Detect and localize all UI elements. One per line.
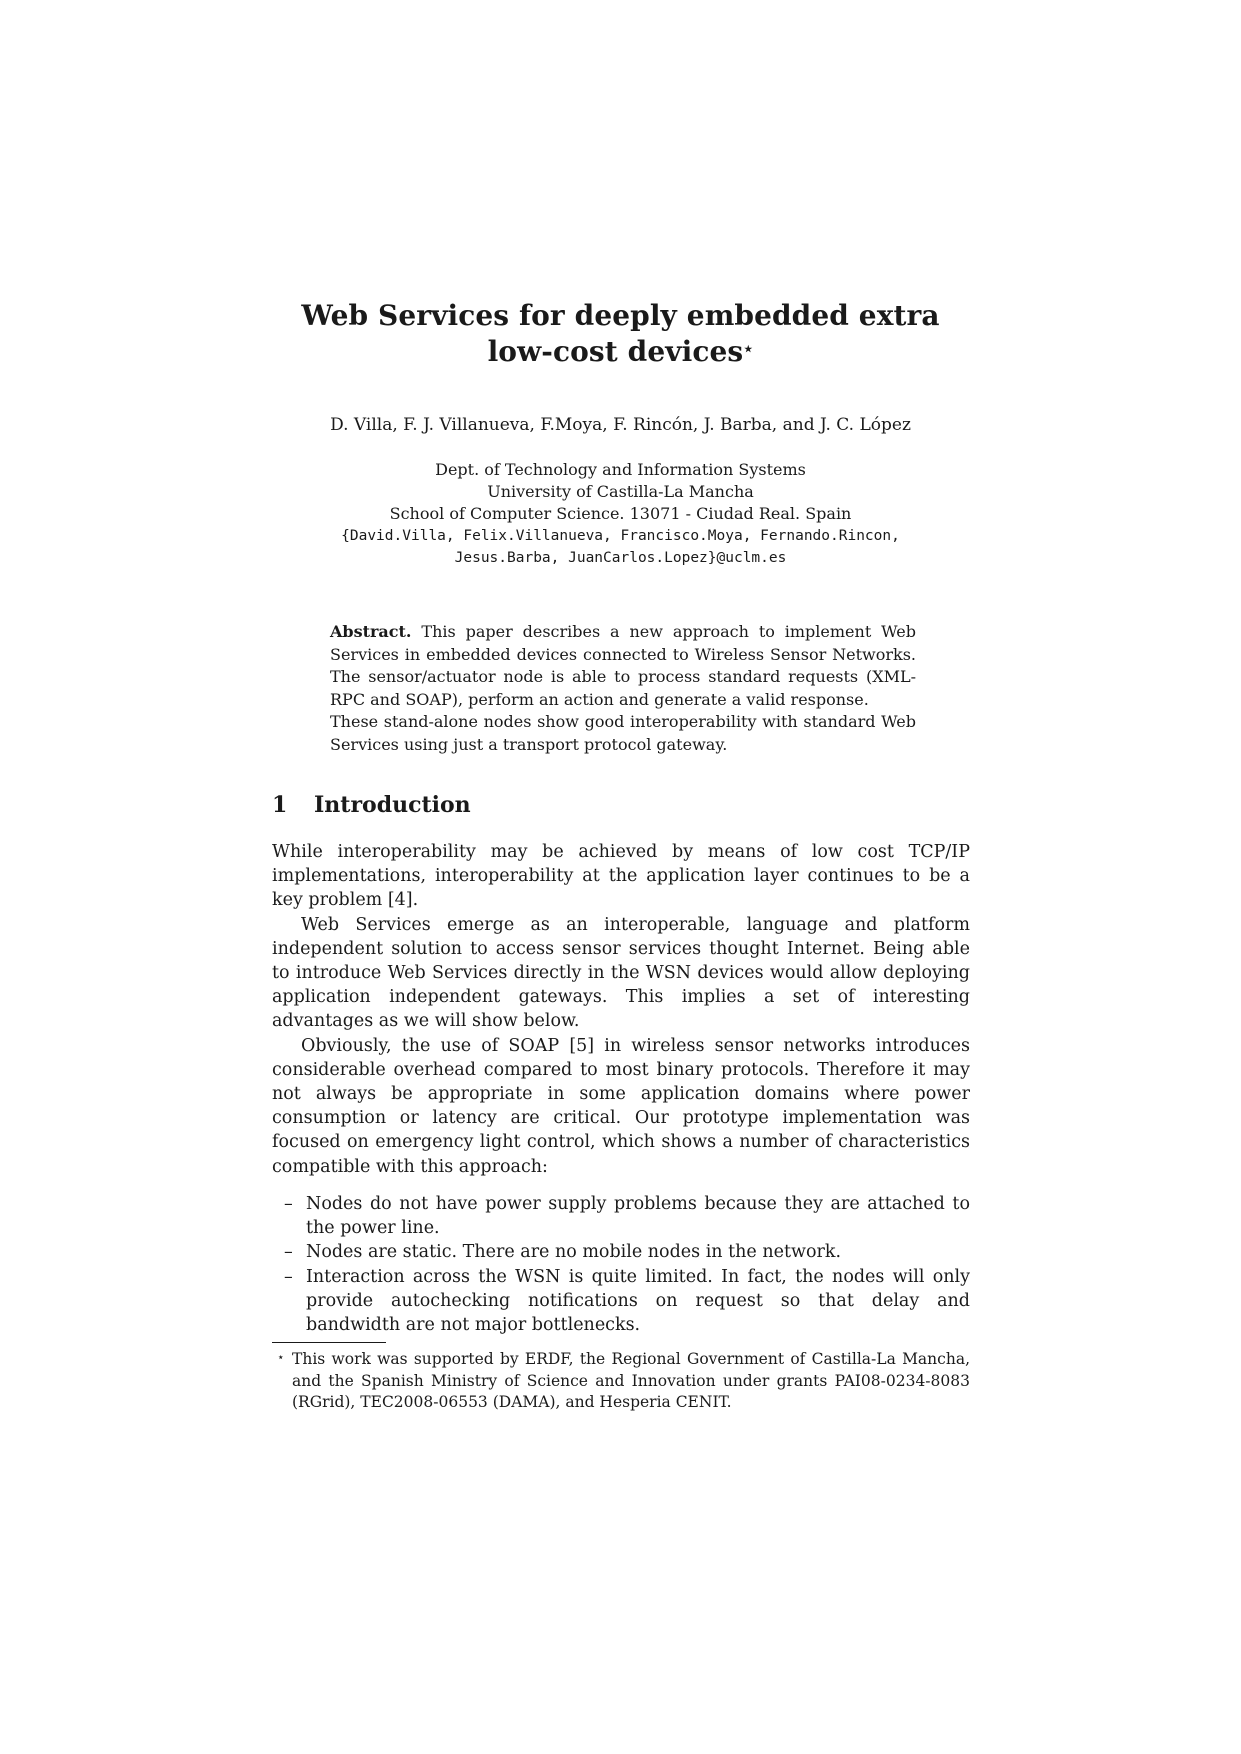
list-dash: – xyxy=(284,1194,293,1214)
paper-title xyxy=(0,298,1241,370)
footnote-mark: ⋆ xyxy=(277,1350,285,1364)
section-number: 1 xyxy=(272,792,288,818)
list-dash: – xyxy=(284,1242,293,1263)
title-line-2-text: low-cost devices xyxy=(487,335,744,368)
abstract-text-2: These stand-alone nodes show good interoperability with standard Web Services using just a transport protocol gateway. xyxy=(330,712,916,754)
list-item xyxy=(272,1192,970,1240)
list-dash: – xyxy=(284,1266,293,1287)
abstract-label: Abstract. xyxy=(330,622,412,641)
list-item-text: Nodes are static. There are no mobile nodes in the network. xyxy=(306,1242,842,1263)
characteristics-list xyxy=(272,1192,970,1337)
affiliation-university: University of Castilla-La Mancha xyxy=(487,482,754,501)
footnote xyxy=(272,1349,970,1414)
paragraph-2: Web Services emerge as an interoperable, language and platform independent solution to access sensor services thought Internet. Being able to introduce Web Services directly in the WSN devices would allow deploying application independent gateways. This implies a set of interesting advantages as we will show below. xyxy=(272,914,970,1032)
list-item xyxy=(272,1240,970,1264)
title-line-1: Web Services for deeply embedded extra xyxy=(301,299,940,332)
author-list: D. Villa, F. J. Villanueva, F.Moya, F. Rincón, J. Barba, and J. C. López xyxy=(330,415,911,435)
section-title: Introduction xyxy=(314,792,471,818)
abstract-paragraph-1 xyxy=(330,621,916,711)
affiliation-block xyxy=(0,459,1241,569)
title-line-2 xyxy=(0,334,1241,370)
list-item-text: Interaction across the WSN is quite limited. In fact, the nodes will only provide autochecking notifications on request so that delay and bandwidth are not major bottlenecks. xyxy=(306,1266,970,1336)
paragraph-1: While interoperability may be achieved by means of low cost TCP/IP implementations, interoperability at the application layer continues to be a key problem [4]. xyxy=(272,842,970,911)
affiliation-emails-line-1: {David.Villa, Felix.Villanueva, Francisco.Moya, Fernando.Rincon, xyxy=(341,528,900,544)
affiliation-emails-line-2: Jesus.Barba, JuanCarlos.Lopez}@uclm.es xyxy=(454,550,787,566)
footnote-text: This work was supported by ERDF, the Regional Government of Castilla-La Mancha, and the Spanish Ministry of Science and Innovation under grants PAI08-0234-8083 (RGrid), TEC2008-06553 (DAMA), and Hesperia CENIT. xyxy=(292,1350,970,1411)
list-item-text: Nodes do not have power supply problems because they are attached to the power line. xyxy=(306,1194,970,1239)
paragraph-3: Obviously, the use of SOAP [5] in wireless sensor networks introduces considerable overhead compared to most binary protocols. Therefore it may not always be appropriate in some application domains where power consumption or latency are critical. Our prototype implementation was focused on emergency light control, which shows a number of characteristics compatible with this approach: xyxy=(272,1035,970,1177)
abstract-text-1: This paper describes a new approach to implement Web Services in embedded devices connected to Wireless Sensor Networks. The sensor/actuator node is able to process standard requests (XML-RPC and SOAP), perform an action and generate a valid response. xyxy=(330,622,916,709)
list-item xyxy=(272,1265,970,1338)
abstract xyxy=(330,621,916,756)
section-heading xyxy=(272,791,471,819)
introduction-body xyxy=(272,840,970,1179)
title-footnote-mark: ⋆ xyxy=(743,339,754,358)
affiliation-school: School of Computer Science. 13071 - Ciudad Real. Spain xyxy=(389,504,852,523)
footnote-divider xyxy=(272,1342,386,1343)
affiliation-dept: Dept. of Technology and Information Systems xyxy=(435,460,806,479)
